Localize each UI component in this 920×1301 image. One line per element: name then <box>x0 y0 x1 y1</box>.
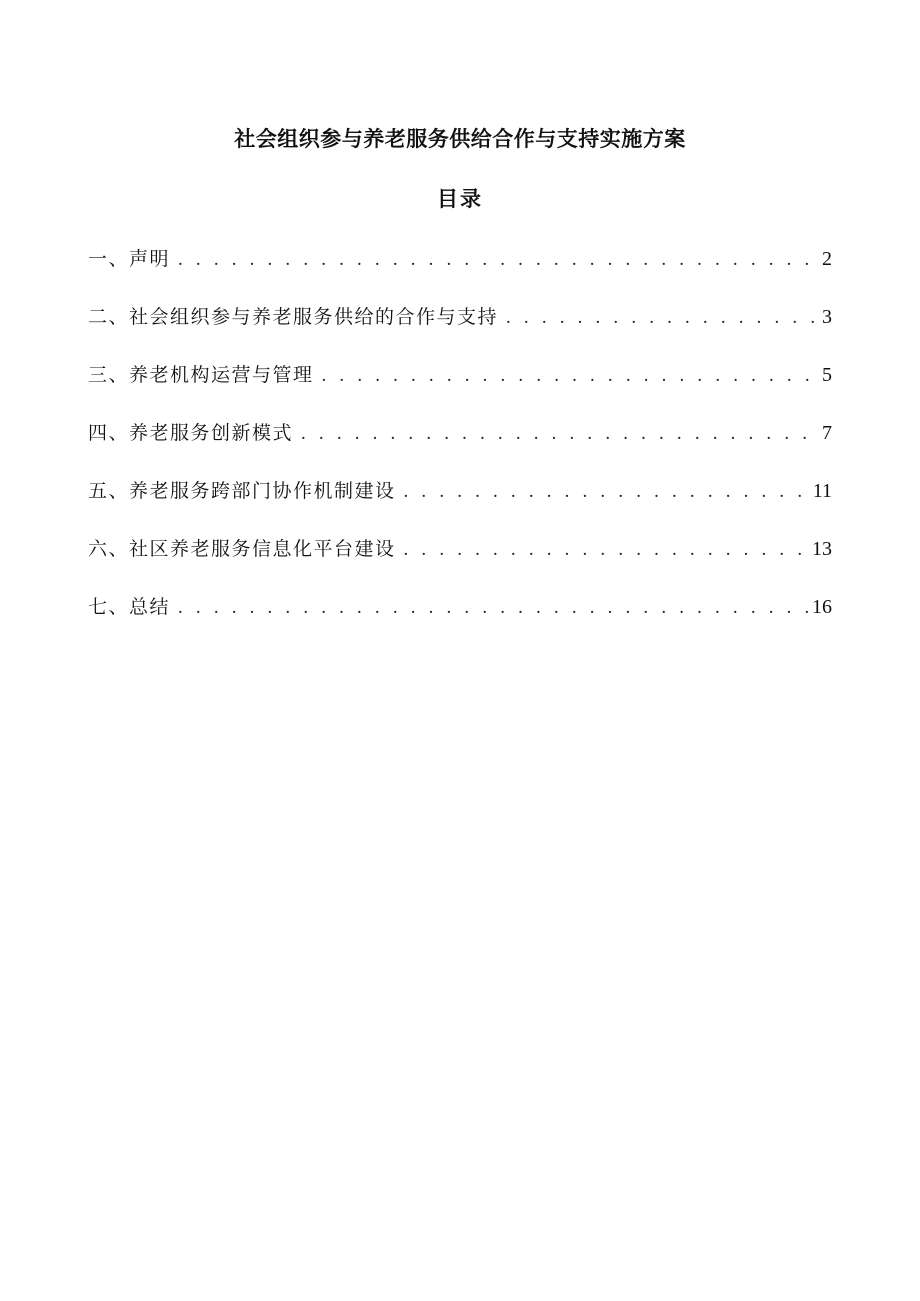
toc-entry-3[interactable] <box>88 360 832 418</box>
toc-entry-label: 七、总结 <box>88 596 171 618</box>
table-of-contents <box>88 244 832 650</box>
toc-entry-label: 三、养老机构运营与管理 <box>88 364 314 386</box>
toc-dot-leader <box>506 303 818 333</box>
toc-entry-7[interactable] <box>88 592 832 650</box>
toc-entry-label: 二、社会组织参与养老服务供给的合作与支持 <box>88 306 499 328</box>
toc-dot-leader <box>322 361 818 391</box>
toc-page-number: 2 <box>822 248 832 270</box>
toc-entry-5[interactable] <box>88 476 832 534</box>
toc-heading: 目录 <box>437 187 483 211</box>
toc-entry-2[interactable] <box>88 302 832 360</box>
toc-dot-leader <box>404 535 808 565</box>
toc-dot-leader <box>404 477 809 507</box>
toc-entry-1[interactable] <box>88 244 832 302</box>
toc-entry-4[interactable] <box>88 418 832 476</box>
toc-entry-label: 五、养老服务跨部门协作机制建设 <box>88 480 396 502</box>
toc-dot-leader <box>178 245 818 275</box>
toc-page-number: 16 <box>812 596 832 618</box>
toc-dot-leader <box>178 593 808 623</box>
toc-entry-label: 一、声明 <box>88 248 171 270</box>
document-title: 社会组织参与养老服务供给合作与支持实施方案 <box>234 127 686 151</box>
toc-page-number: 7 <box>822 422 832 444</box>
toc-entry-label: 四、养老服务创新模式 <box>88 422 294 444</box>
toc-entry-6[interactable] <box>88 534 832 592</box>
toc-page-number: 5 <box>822 364 832 386</box>
toc-page-number: 13 <box>812 538 832 560</box>
toc-page-number: 3 <box>822 306 832 328</box>
toc-page-number: 11 <box>812 480 832 502</box>
toc-entry-label: 六、社区养老服务信息化平台建设 <box>88 538 396 560</box>
toc-dot-leader <box>301 419 818 449</box>
